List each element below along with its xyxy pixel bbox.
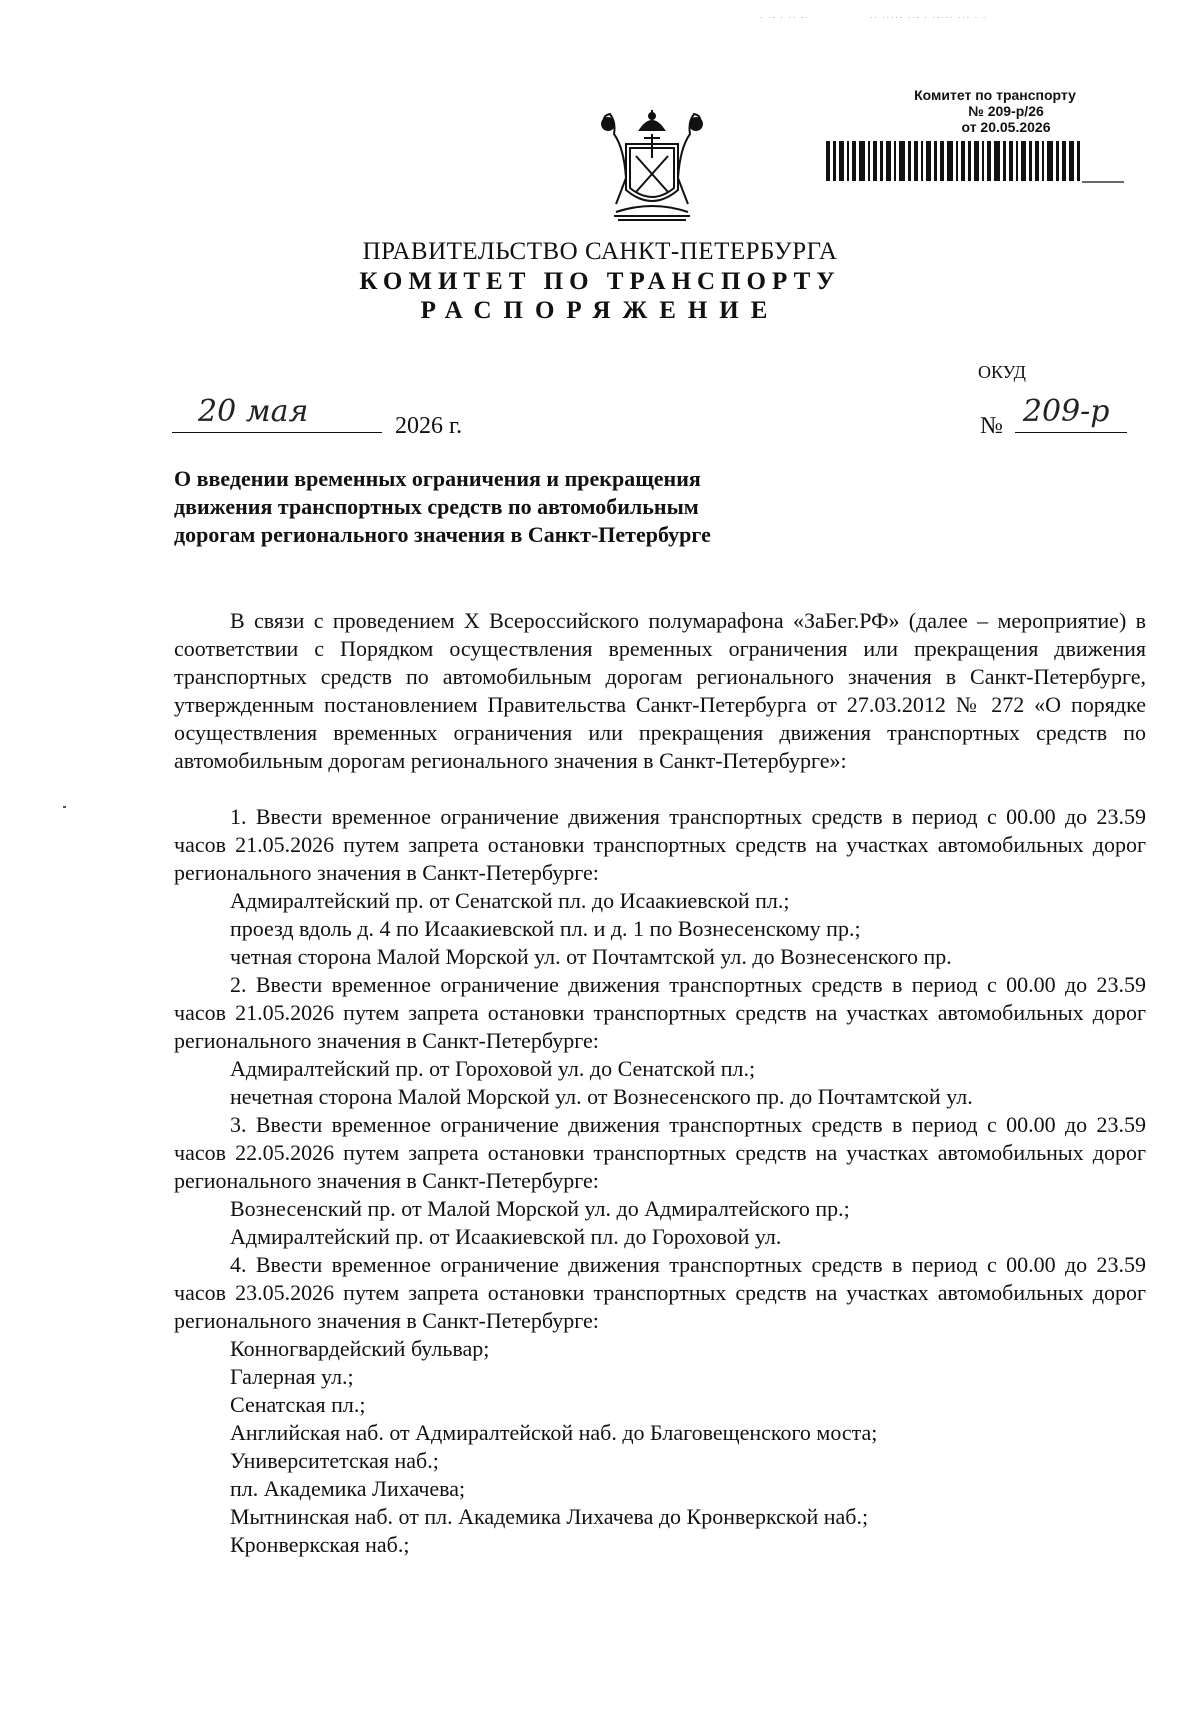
section-4-item: Университетская наб.; bbox=[230, 1448, 439, 1473]
section-4-item: Английская наб. от Адмиралтейской наб. до Благовещенского моста; bbox=[230, 1420, 878, 1445]
document-date bbox=[172, 394, 463, 440]
section-1-item: Адмиралтейский пр. от Сенатской пл. до Исаакиевской пл.; bbox=[230, 888, 790, 913]
section-4-text: 4. Ввести временное ограничение движения транспортных средств в период с 00.00 до 23.59 часов 23.05.2026 путем запрета остановки транспортных средств на участках автомобильных дорог регионального значения в Санкт-Петербурге: bbox=[174, 1252, 1146, 1333]
section-1-item: проезд вдоль д. 4 по Исаакиевской пл. и д. 1 по Вознесенскому пр.; bbox=[230, 916, 861, 941]
section-3-item: Адмиралтейский пр. от Исаакиевской пл. до Гороховой ул. bbox=[230, 1224, 782, 1249]
section-3-text: 3. Ввести временное ограничение движения транспортных средств в период с 00.00 до 23.59 часов 22.05.2026 путем запрета остановки транспортных средств на участках автомобильных дорог регионального значения в Санкт-Петербурге: bbox=[174, 1112, 1146, 1193]
section-3-item: Вознесенский пр. от Малой Морской ул. до Адмиралтейского пр.; bbox=[230, 1196, 850, 1221]
preamble-paragraph: В связи с проведением X Всероссийского полумарафона «ЗаБег.РФ» (далее – мероприятие) в соответствии с Порядком осуществления временных ограничения или прекращения движения транспортных средств по автомобильным дорогам регионального значения в Санкт-Петербурге, утвержденным постановлением Правительства Санкт-Петербурга от 27.03.2012 № 272 «О порядке осуществления временных ограничения или прекращения движения транспортных средств по автомобильным дорогам регионального значения в Санкт-Петербурге»: bbox=[174, 608, 1146, 773]
section-2-text: 2. Ввести временное ограничение движения транспортных средств в период с 00.00 до 23.59 часов 21.05.2026 путем запрета остановки транспортных средств на участках автомобильных дорог регионального значения в Санкт-Петербурге: bbox=[174, 972, 1146, 1053]
section-4-item: пл. Академика Лихачева; bbox=[230, 1476, 466, 1501]
date-field bbox=[172, 394, 382, 433]
committee-heading: КОМИТЕТ ПО ТРАНСПОРТУ bbox=[359, 268, 841, 295]
number-handwritten: 209-р bbox=[1022, 394, 1110, 429]
section-4-item: Конногвардейский бульвар; bbox=[230, 1336, 490, 1361]
section-4-item: Галерная ул.; bbox=[230, 1364, 354, 1389]
document-number bbox=[980, 394, 1127, 440]
scan-artifact: ·· ····· ··· · ····· ··· · · bbox=[870, 14, 988, 22]
section-2-item: Адмиралтейский пр. от Гороховой ул. до Сенатской пл.; bbox=[230, 1056, 756, 1081]
section-1-text: 1. Ввести временное ограничение движения транспортных средств в период с 00.00 до 23.59 часов 21.05.2026 путем запрета остановки транспортных средств на участках автомобильных дорог регионального значения в Санкт-Петербурге: bbox=[174, 804, 1146, 885]
government-heading: ПРАВИТЕЛЬСТВО САНКТ-ПЕТЕРБУРГА bbox=[362, 238, 838, 265]
date-handwritten: 20 мая bbox=[198, 394, 309, 429]
number-sign: № bbox=[980, 413, 1003, 439]
stamp-date: от 20.05.2026 bbox=[961, 119, 1051, 135]
barcode bbox=[826, 141, 1126, 199]
stamp-number: № 209-р/26 bbox=[968, 103, 1044, 119]
okud-label: ОКУД bbox=[978, 362, 1026, 382]
date-year: 2026 г. bbox=[395, 413, 463, 439]
number-field bbox=[1015, 394, 1127, 433]
coat-of-arms-emblem bbox=[596, 108, 708, 228]
stamp-committee: Комитет по транспорту bbox=[914, 87, 1076, 103]
registration-stamp bbox=[820, 87, 1170, 135]
section-4-item: Мытнинская наб. от пл. Академика Лихачева до Кронверкской наб.; bbox=[230, 1504, 869, 1529]
document-title: О введении временных ограничения и прекращения движения транспортных средств по автомобильным дорогам регионального значения в Санкт-Петербурге bbox=[174, 466, 711, 547]
document-body bbox=[174, 607, 1146, 1559]
section-4-item: Сенатская пл.; bbox=[230, 1392, 366, 1417]
scan-artifact: · ·· · ·· ·· bbox=[760, 14, 810, 22]
scan-artifact bbox=[63, 806, 66, 808]
section-1-item: четная сторона Малой Морской ул. от Почтамтской ул. до Вознесенского пр. bbox=[230, 944, 952, 969]
section-4-item: Кронверкская наб.; bbox=[230, 1532, 410, 1557]
document-type-heading: РАСПОРЯЖЕНИЕ bbox=[420, 297, 780, 324]
section-2-item: нечетная сторона Малой Морской ул. от Вознесенского пр. до Почтамтской ул. bbox=[230, 1084, 973, 1109]
